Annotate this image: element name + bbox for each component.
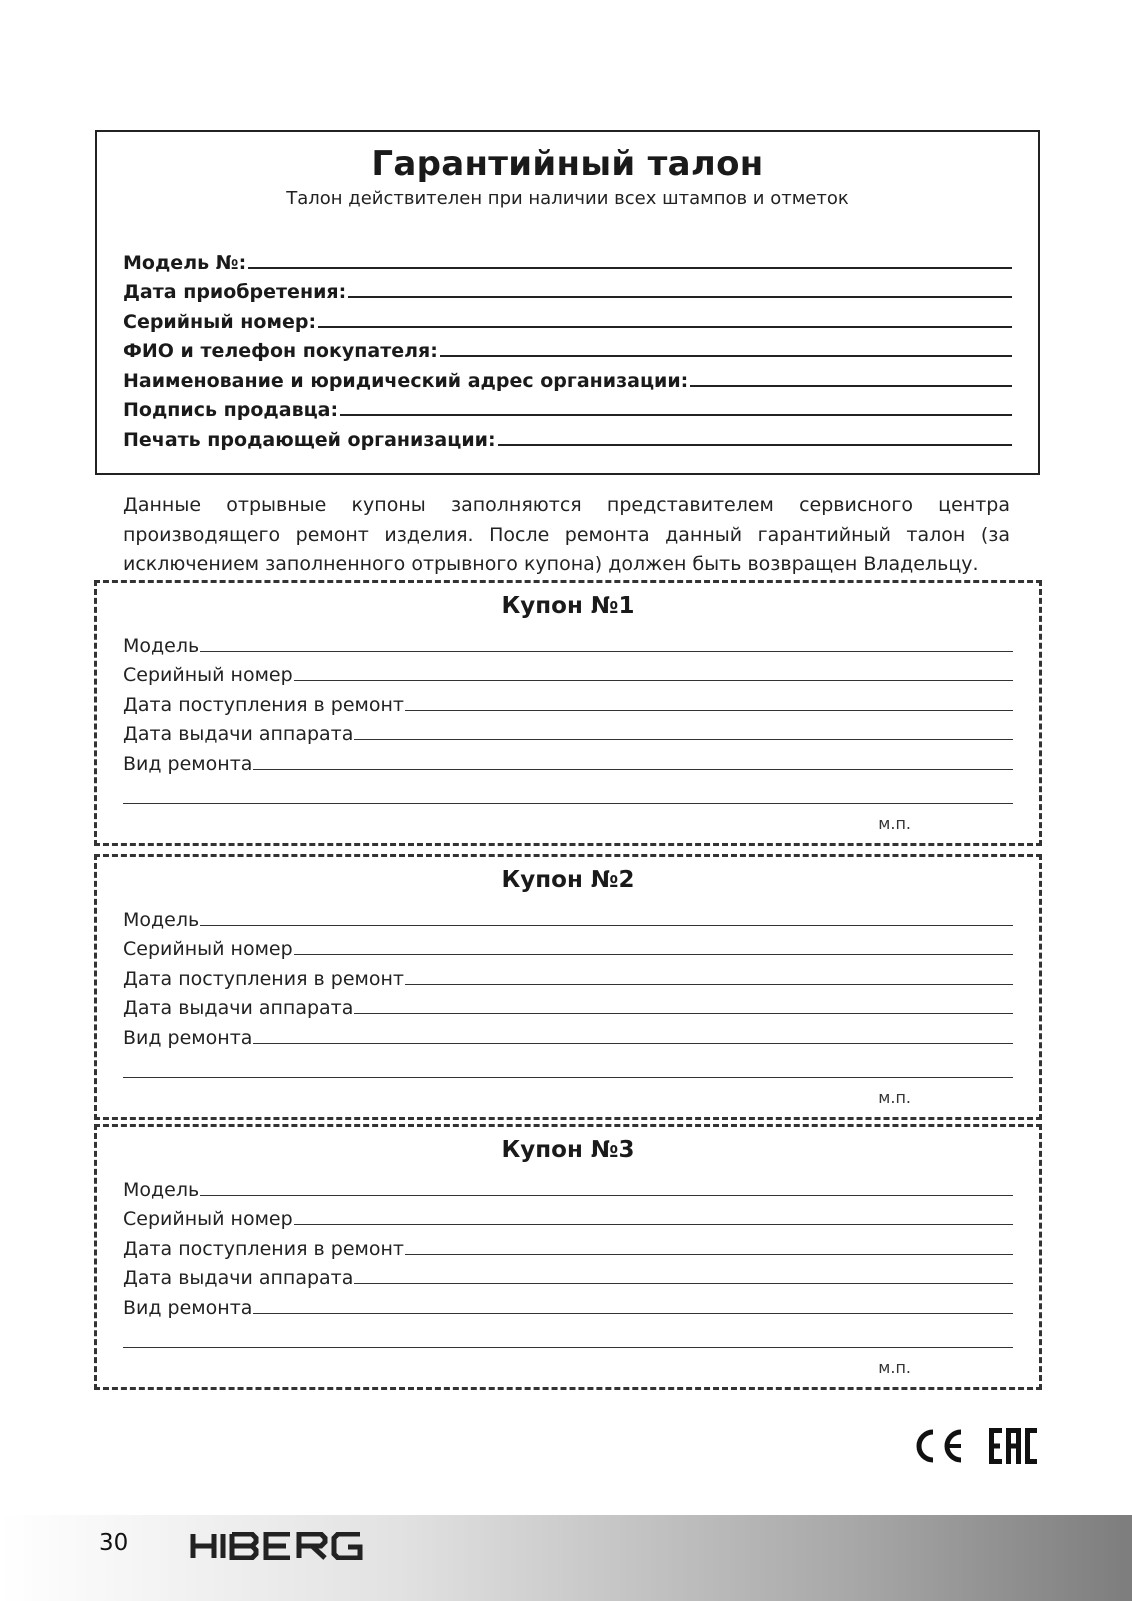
field-organization-address [123,362,1012,392]
coupon-field-received-date [123,686,1013,716]
coupon-field-repair-type [123,1289,1013,1319]
coupon-field-issue-date [123,990,1013,1020]
field-label: ФИО и телефон покупателя: [123,340,438,362]
eac-mark-icon [989,1428,1037,1464]
coupon-field-received-date [123,960,1013,990]
field-label: Дата выдачи аппарата [123,997,354,1019]
field-label: Модель [123,1178,200,1201]
fill-line [248,267,1012,269]
coupon-field-serial [123,1201,1013,1231]
fill-line [354,739,1013,740]
blank-line [123,775,1013,805]
hiberg-logo [190,1532,385,1560]
coupon-field-issue-date [123,1260,1013,1290]
stamp-placeholder: м.п. [878,1088,911,1107]
warranty-subtitle: Талон действителен при наличии всех штампов и отметок [286,188,849,209]
fill-line [253,1043,1013,1044]
footer-bar [0,1515,1132,1601]
coupon-title: Купон №3 [501,1137,635,1163]
field-serial-number [123,303,1012,333]
fill-line [318,326,1012,328]
coupon-field-received-date [123,1230,1013,1260]
fill-line [354,1013,1013,1014]
field-label: Дата поступления в ремонт [123,1237,404,1260]
fill-line [200,651,1013,652]
field-label: Вид ремонта [123,1296,253,1319]
warranty-title: Гарантийный талон [371,144,764,184]
warranty-card [95,130,1040,475]
fill-line [253,769,1013,770]
field-label: Наименование и юридический адрес организации: [123,369,689,392]
coupon-field-repair-type [123,1019,1013,1049]
field-label: Модель [123,634,200,657]
coupon-field-repair-type [123,745,1013,775]
field-label: Дата поступления в ремонт [123,693,404,716]
blank-line [123,1319,1013,1349]
fill-line [200,925,1013,926]
coupon-field-serial [123,657,1013,687]
stamp-placeholder: м.п. [878,814,911,833]
coupon-1 [94,580,1042,846]
field-label: Серийный номер [123,938,293,960]
field-purchase-date [123,274,1012,304]
field-label: Вид ремонта [123,752,253,775]
fill-line [405,1254,1013,1255]
coupon-title: Купон №2 [501,867,635,893]
ce-mark-icon [911,1428,967,1464]
fill-line [405,984,1013,985]
field-organization-stamp [123,421,1012,451]
field-buyer-name-phone [123,333,1012,363]
coupon-title: Купон №1 [501,593,635,619]
fill-line [440,355,1012,357]
fill-line [294,954,1013,955]
field-seller-signature [123,392,1012,422]
stamp-placeholder: м.п. [878,1358,911,1377]
fill-line [498,444,1012,446]
field-label: Серийный номер: [123,310,317,333]
coupon-field-model [123,1171,1013,1201]
field-label: Серийный номер [123,664,293,686]
warranty-fields [123,244,1012,451]
coupon-fields [123,627,1013,804]
coupon-fields [123,901,1013,1078]
fill-line [200,1195,1013,1196]
field-label: Модель №: [123,251,247,274]
fill-line [340,414,1012,416]
coupon-fields [123,1171,1013,1348]
page-number: 30 [99,1530,129,1556]
field-label: Дата поступления в ремонт [123,967,404,990]
coupon-instructions: Данные отрывные купоны заполняются представителем сервисного центра производящего ремонт изделия. После ремонта данный гарантийный талон (за исключением заполненного отрывного купона) должен быть возвращен Владельцу. [123,494,1010,575]
field-label: Модель [123,908,200,931]
fill-line [690,385,1012,387]
field-label: Дата выдачи аппарата [123,1267,354,1289]
field-label: Дата приобретения: [123,281,347,303]
coupon-3 [94,1124,1042,1390]
certification-marks [911,1428,1037,1464]
field-label: Печать продающей организации: [123,428,496,451]
coupon-field-issue-date [123,716,1013,746]
field-label: Серийный номер [123,1208,293,1230]
field-label: Дата выдачи аппарата [123,723,354,745]
coupon-field-model [123,627,1013,657]
field-label: Подпись продавца: [123,399,339,421]
field-label: Вид ремонта [123,1026,253,1049]
fill-line [294,1224,1013,1225]
fill-line [294,680,1013,681]
fill-line [354,1283,1013,1284]
coupon-field-model [123,901,1013,931]
fill-line [348,296,1012,298]
field-model-number [123,244,1012,274]
fill-line [405,710,1013,711]
fill-line [253,1313,1013,1314]
coupon-2 [94,854,1042,1120]
blank-line [123,1049,1013,1079]
coupon-field-serial [123,931,1013,961]
